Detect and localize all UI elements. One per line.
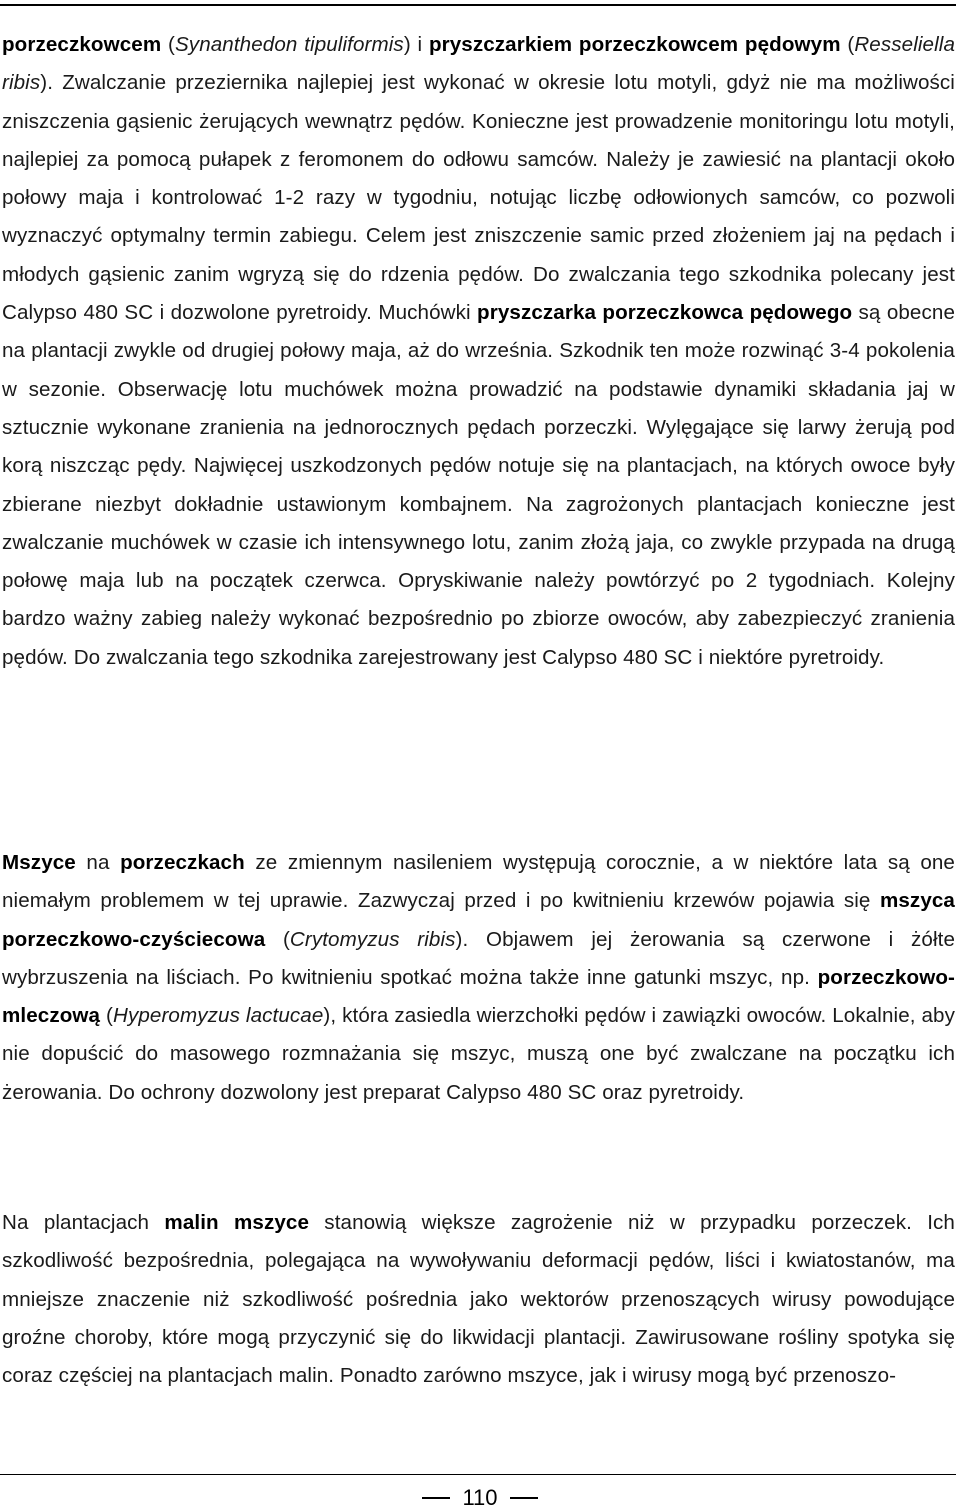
bold-term: mszyca porzeczkowo-czyściecowa [2,889,955,951]
latin-name: Hyperomyzus lactucae [112,1004,324,1028]
text-span: Na plantacjach [2,1211,165,1234]
bold-term: malin mszyce [164,1211,310,1234]
text-span: ). Zwalczanie przeziernika najlepiej jest wykonać w okresie lotu motyli, gdyż nie ma możliwości zniszczenia gąsienic żerujących wewnątrz pędów. Konieczne jest prowadzenie monitoringu lotu motyli, najlepiej za pomocą pułapek z feromonem do odłowu samców. Należy je zawiesić na plantacji około połowy maja i kontrolować 1-2 razy w tygodniu, notując liczbę odłowionych samców, co pozwoli wyznaczyć optymalny termin zabiegu. Celem jest zniszczenie samic przed złożeniem jaj na pędach i młodych gąsienic zanim wgryzą się do rdzenia pędów. Do zwalczania tego szkodnika polecany jest Calypso 480 SC i dozwolone pyretroidy. Muchówki [2,71,955,325]
paragraph-1 [2,26,955,677]
bold-term: porzeczkowcem [2,33,162,56]
page-number: 110 [462,1485,498,1510]
text-span: ). Objawem jej żerowania są czerwone i żółte wybrzuszenia na liściach. Po kwitnieniu spotkać można także inne gatunki mszyc, np. [2,927,955,989]
bottom-rule [0,1474,956,1475]
top-rule [0,4,956,6]
footer-dash-right [510,1497,538,1499]
bold-term: porzeczkach [120,851,245,874]
latin-name: Synanthedon tipuliformis [174,33,404,56]
latin-name: Crytomyzus ribis [289,927,456,951]
bold-term: pryszczarka porzeczkowca pędowego [477,301,853,325]
latin-name: Resseliella ribis [2,33,956,95]
text-span: ( [100,1004,113,1028]
text-span: ze zmiennym nasileniem występują corocznie, a w niektóre lata są one niemałym problemem w tej uprawie. Zazwyczaj przed i po kwitnieniu krzewów pojawia się [2,851,955,913]
text-span: ( [265,927,290,951]
text-span: stanowią większe zagrożenie niż w przypadku porzeczek. Ich szkodliwość bezpośrednia, polegająca na wywoływaniu deformacji pędów, liści i kwiatostanów, ma mniejsze znaczenie niż szkodliwość pośrednia jako wektorów przenoszących wirusy powodujące groźne choroby, które mogą przyczynić się do likwidacji plantacji. Zawirusowane rośliny spotyka się coraz częściej na plantacjach malin. Ponadto zarówno mszyce, jak i wirusy mogą być przenoszo- [2,1211,955,1388]
text-span: ), która zasiedla wierzchołki pędów i zawiązki owoców. Lokalnie, aby nie dopuścić do masowego rozmnażania się mszyc, muszą one być zwalczane na początku ich żerowania. Do ochrony dozwolony jest preparat Calypso 480 SC oraz pyretroidy. [2,1004,956,1104]
text-span: ( [840,33,855,56]
text-span: ) i [403,33,429,56]
paragraph-2 [2,844,955,1112]
text-span: ( [161,33,175,56]
bold-term: porzeczkowo-mleczową [2,965,955,1028]
text-span: są obecne na plantacji zwykle od drugiej połowy maja, aż do września. Szkodnik ten może rozwinąć 3-4 pokolenia w sezonie. Obserwację lotu muchówek można prowadzić na podstawie dynamiki składania jaj w sztucznie wykonane zranienia na jednorocznych pędach porzeczki. Wylęgające się larwy żerują pod korą niszcząc pędy. Najwięcej uszkodzonych pędów notuje się na plantacjach, na których owoce były zbierane niezbyt dokładnie ustawionym kombajnem. Na zagrożonych plantacjach konieczne jest zwalczanie muchówek w czasie ich intensywnego lotu, zanim złożą jaja, co zwykle przypada na drugą połowę maja lub na początek czerwca. Opryskiwanie należy powtórzyć po 2 tygodniach. Kolejny bardzo ważny zabieg należy wykonać bezpośrednio po zbiorze owoców, aby zabezpieczyć zranienia pędów. Do zwalczania tego szkodnika zarejestrowany jest Calypso 480 SC i niektóre pyretroidy. [2,301,955,669]
bold-term: pryszczarkiem porzeczkowcem pędowym [428,33,841,56]
page-footer [0,1484,960,1512]
text-span: na [75,851,121,874]
footer-dash-left [422,1497,450,1499]
paragraph-3 [2,1204,955,1395]
bold-term: Mszyce [2,851,76,874]
